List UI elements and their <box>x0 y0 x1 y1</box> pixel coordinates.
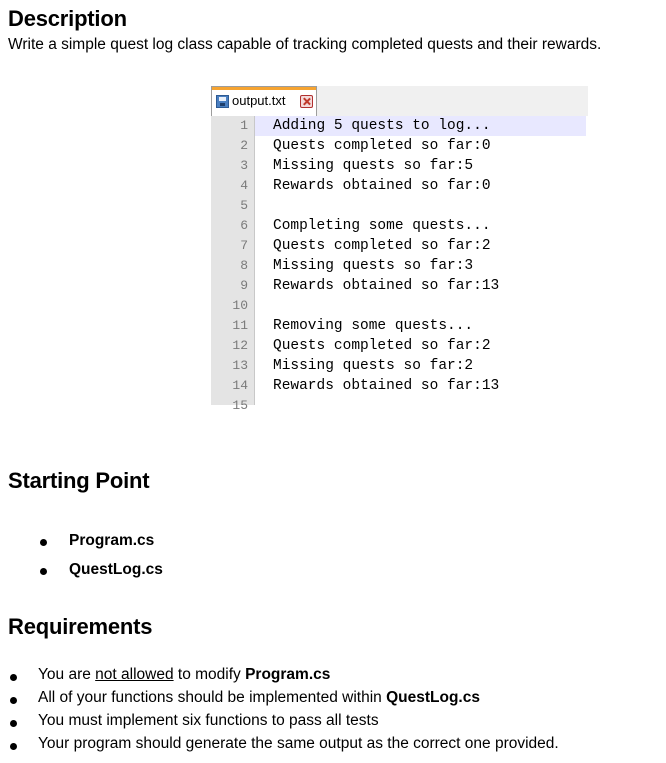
line-number: 13 <box>232 358 248 373</box>
line-text: Quests completed so far:2 <box>273 338 491 354</box>
code-line <box>211 216 588 236</box>
line-number: 11 <box>232 318 248 333</box>
line-number: 1 <box>240 118 248 133</box>
line-number: 4 <box>240 178 248 193</box>
line-number: 12 <box>232 338 248 353</box>
line-text: Missing quests so far:3 <box>273 258 474 274</box>
editor-tabbar <box>211 86 588 116</box>
requirement-emphasis: not allowed <box>95 666 174 683</box>
line-number: 6 <box>240 218 248 233</box>
description-text: Write a simple quest log class capable of tracking completed quests and their rewards. <box>8 36 602 53</box>
code-line <box>211 376 588 396</box>
bullet-icon <box>10 674 17 681</box>
output-file-editor <box>211 86 588 413</box>
line-number: 3 <box>240 158 248 173</box>
line-number: 2 <box>240 138 248 153</box>
code-line <box>211 236 588 256</box>
requirement-item <box>38 666 330 684</box>
code-line <box>211 136 588 156</box>
requirement-text: All of your functions should be implemented within <box>38 689 387 706</box>
code-line <box>211 336 588 356</box>
line-number: 14 <box>232 378 248 393</box>
requirement-filename: QuestLog.cs <box>386 689 480 706</box>
line-number: 7 <box>240 238 248 253</box>
tab-output-txt[interactable] <box>211 86 317 116</box>
tab-active-indicator <box>212 87 316 90</box>
requirement-item: Your program should generate the same output as the correct one provided. <box>38 735 559 752</box>
line-text: Rewards obtained so far:13 <box>273 378 500 394</box>
line-text: Quests completed so far:2 <box>273 238 491 254</box>
starting-point-heading: Starting Point <box>8 468 150 493</box>
bullet-icon <box>10 743 17 750</box>
code-line <box>211 156 588 176</box>
line-text: Missing quests so far:2 <box>273 358 474 374</box>
requirement-filename: Program.cs <box>245 666 331 683</box>
requirement-item <box>38 689 480 707</box>
code-line <box>211 396 588 416</box>
starting-file-program: Program.cs <box>69 532 155 549</box>
code-line <box>211 296 588 316</box>
line-number: 9 <box>240 278 248 293</box>
line-number: 15 <box>232 398 248 413</box>
starting-file-questlog: QuestLog.cs <box>69 561 163 578</box>
code-line <box>211 316 588 336</box>
bullet-icon <box>40 539 47 546</box>
save-file-icon <box>216 95 229 108</box>
line-number: 8 <box>240 258 248 273</box>
line-text: Adding 5 quests to log... <box>273 118 491 134</box>
code-line <box>211 176 588 196</box>
line-number: 10 <box>232 298 248 313</box>
requirements-heading: Requirements <box>8 614 153 639</box>
line-text: Rewards obtained so far:0 <box>273 178 491 194</box>
code-line <box>211 276 588 296</box>
line-text: Missing quests so far:5 <box>273 158 474 174</box>
tab-title: output.txt <box>232 93 286 108</box>
requirement-text: You are <box>38 666 96 683</box>
requirement-item: You must implement six functions to pass all tests <box>38 712 379 729</box>
line-text: Completing some quests... <box>273 218 491 234</box>
description-heading: Description <box>8 6 127 31</box>
bullet-icon <box>10 697 17 704</box>
code-line <box>211 196 588 216</box>
requirement-text: to modify <box>173 666 246 683</box>
bullet-icon <box>10 720 17 727</box>
line-text: Removing some quests... <box>273 318 474 334</box>
bullet-icon <box>40 568 47 575</box>
line-text: Rewards obtained so far:13 <box>273 278 500 294</box>
line-number: 5 <box>240 198 248 213</box>
code-line <box>211 356 588 376</box>
code-line <box>211 116 588 136</box>
close-tab-icon[interactable] <box>300 95 313 108</box>
line-text: Quests completed so far:0 <box>273 138 491 154</box>
code-line <box>211 256 588 276</box>
